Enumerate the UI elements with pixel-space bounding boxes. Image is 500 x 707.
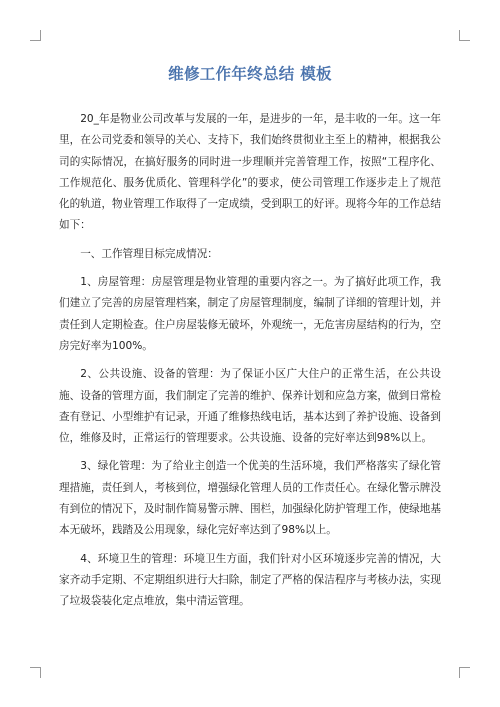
intro-paragraph: 20_年是物业公司改革与发展的一年，是进步的一年，是丰收的一年。这一年里，在公司党委和领导的关心、支持下，我们始终贯彻业主至上的精神，根据我公司的实际情况，在搞好服务的同时进一步理顺并完善管理工作，按照“工程序化、工作规范化、服务优质化、管理科学化”的要求，使公司管理工作逐步走上了规范化的轨道，物业管理工作取得了一定成绩，受到职工的好评。现将今年的工作总结如下：: [59, 113, 441, 232]
crop-mark-bottom-left: [30, 667, 41, 678]
housing-management-paragraph: 1、房屋管理：房屋管理是物业管理的重要内容之一。为了搞好此项工作，我们建立了完善的房屋管理档案，制定了房屋管理制度，编制了详细的管理计划，并责任到人定期检查。住户房屋装修无破坏，外观统一，无危害房屋结构的行为，空房完好率为100%。: [59, 276, 441, 352]
crop-mark-top-left: [30, 30, 41, 41]
section-heading: 一、工作管理目标完成情况：: [80, 247, 218, 260]
document-body: [59, 109, 441, 620]
crop-mark-top-right: [459, 30, 470, 41]
document-title: 维修工作年终总结 模板: [168, 65, 332, 83]
greening-management-paragraph: 3、绿化管理：为了给业主创造一个优美的生活环境，我们严格落实了绿化管理措施，责任到人，考核到位，增强绿化管理人员的工作责任心。在绿化警示牌没有到位的情况下，及时制作简易警示牌、围栏，加强绿化防护管理工作，使绿地基本无破坏，践踏及公用现象，绿化完好率达到了98%以上。: [59, 460, 441, 537]
crop-mark-bottom-right: [459, 667, 470, 678]
sanitation-management-paragraph: 4、环境卫生的管理：环境卫生方面，我们针对小区环境逐步完善的情况，大家齐动手定期、不定期组织进行大扫除，制定了严格的保洁程序与考核办法，实现了垃圾袋装化定点堆放，集中清运管理。: [59, 552, 441, 608]
facilities-management-paragraph: 2、公共设施、设备的管理：为了保证小区广大住户的正常生活，在公共设施、设备的管理方面，我们制定了完善的维护、保养计划和应急方案，做到日常检查有登记、小型维护有记录，开通了维修热线电话，基本达到了养护设施、设备到位，维修及时，正常运行的管理要求。公共设施、设备的完好率达到98%以上。: [59, 368, 441, 445]
